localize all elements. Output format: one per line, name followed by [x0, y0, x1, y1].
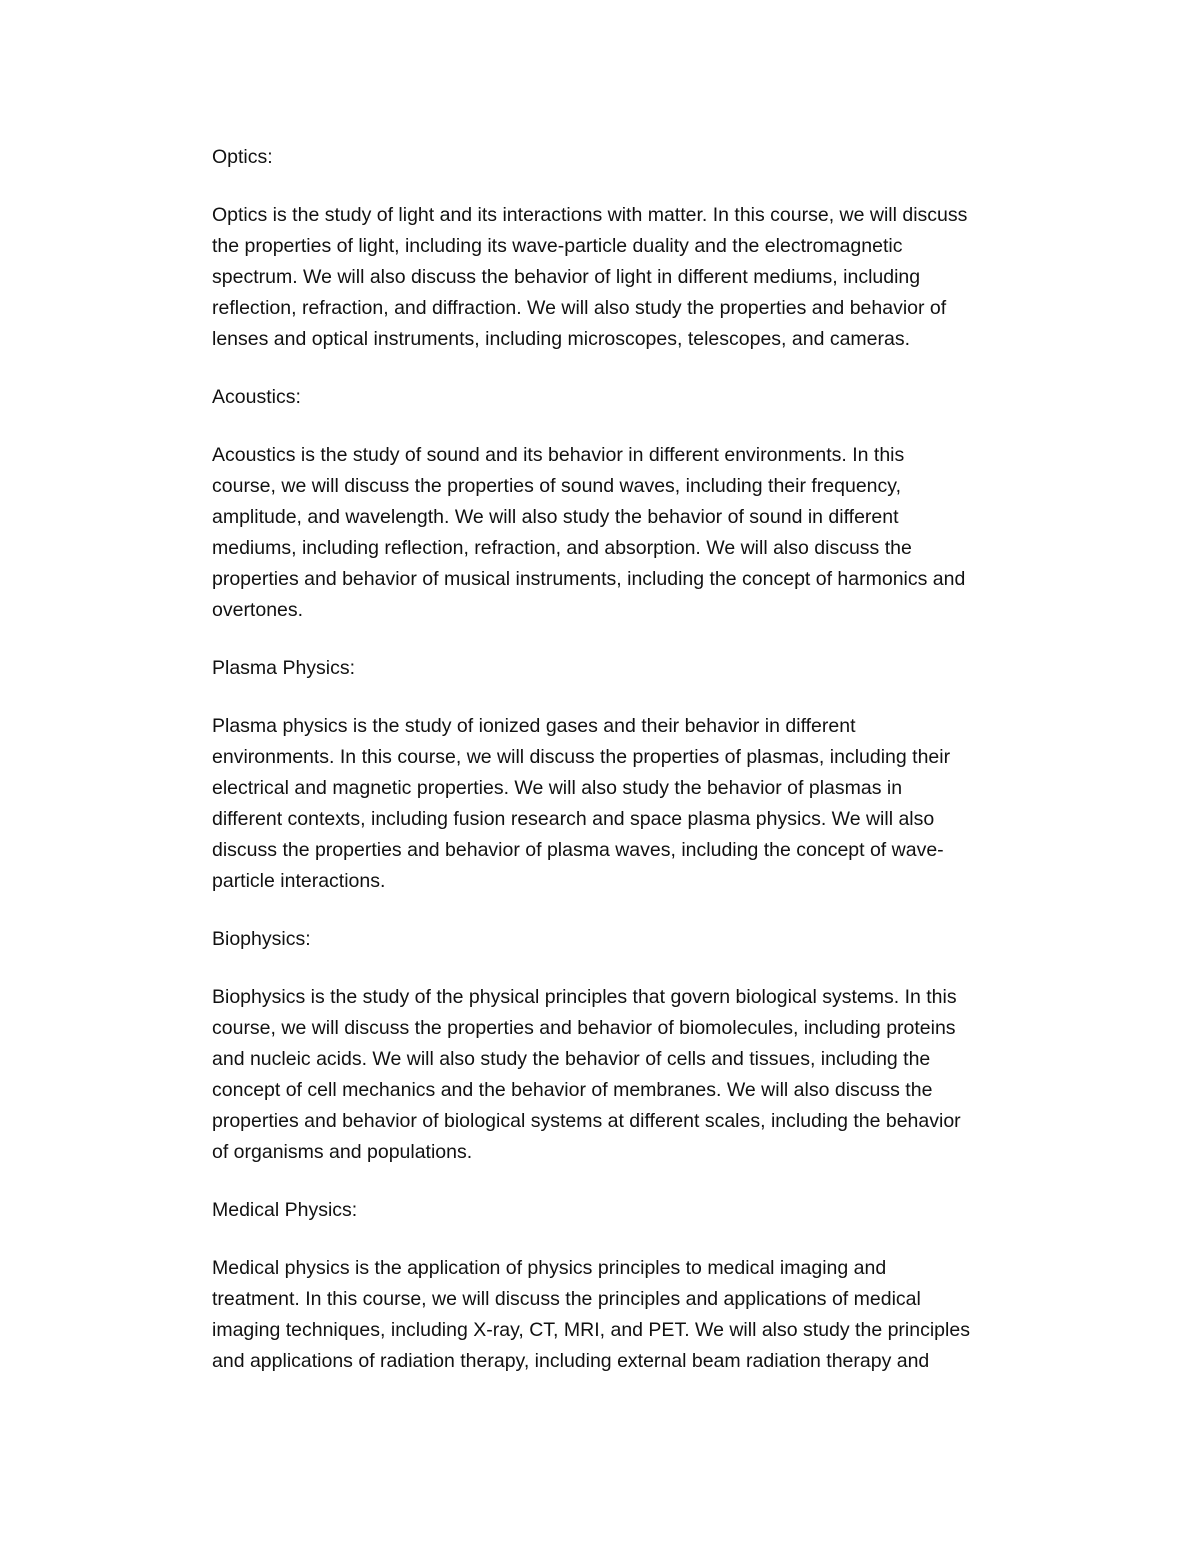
section-paragraph — [212, 200, 1072, 355]
section-paragraph — [212, 440, 1072, 626]
text-line: Acoustics is the study of sound and its behavior in different environments. In this — [212, 444, 905, 466]
section-plasma-physics — [212, 653, 1072, 897]
text-line: and nucleic acids. We will also study the behavior of cells and tissues, including the — [212, 1048, 931, 1070]
section-paragraph — [212, 711, 1072, 897]
section-heading: Plasma Physics: — [212, 657, 356, 679]
text-line: Biophysics is the study of the physical principles that govern biological systems. In this — [212, 986, 957, 1008]
text-line: Medical physics is the application of physics principles to medical imaging and — [212, 1257, 887, 1279]
text-line: discuss the properties and behavior of plasma waves, including the concept of wave- — [212, 839, 944, 861]
text-line: electrical and magnetic properties. We will also study the behavior of plasmas in — [212, 777, 903, 799]
text-line: treatment. In this course, we will discuss the principles and applications of medical — [212, 1288, 921, 1310]
section-paragraph — [212, 982, 1072, 1168]
text-line: and applications of radiation therapy, including external beam radiation therapy and — [212, 1350, 930, 1372]
text-line: of organisms and populations. — [212, 1141, 473, 1163]
section-heading: Acoustics: — [212, 386, 301, 408]
text-line: spectrum. We will also discuss the behavior of light in different mediums, including — [212, 266, 921, 288]
document-body — [212, 142, 1072, 1404]
section-heading: Medical Physics: — [212, 1199, 358, 1221]
text-line: reflection, refraction, and diffraction. We will also study the properties and behavior of — [212, 297, 947, 319]
text-line: the properties of light, including its wave-particle duality and the electromagnetic — [212, 235, 903, 257]
section-medical-physics — [212, 1195, 1072, 1377]
section-heading: Biophysics: — [212, 928, 311, 950]
section-heading: Optics: — [212, 146, 273, 168]
text-line: properties and behavior of musical instruments, including the concept of harmonics and — [212, 568, 966, 590]
text-line: lenses and optical instruments, including microscopes, telescopes, and cameras. — [212, 328, 911, 350]
section-paragraph — [212, 1253, 1072, 1377]
text-line: overtones. — [212, 599, 304, 621]
text-line: Plasma physics is the study of ionized gases and their behavior in different — [212, 715, 856, 737]
section-acoustics — [212, 382, 1072, 626]
text-line: course, we will discuss the properties and behavior of biomolecules, including proteins — [212, 1017, 956, 1039]
text-line: concept of cell mechanics and the behavior of membranes. We will also discuss the — [212, 1079, 933, 1101]
text-line: Optics is the study of light and its interactions with matter. In this course, we will discuss — [212, 204, 968, 226]
text-line: imaging techniques, including X-ray, CT, MRI, and PET. We will also study the principles — [212, 1319, 970, 1341]
text-line: amplitude, and wavelength. We will also study the behavior of sound in different — [212, 506, 899, 528]
text-line: particle interactions. — [212, 870, 386, 892]
text-line: properties and behavior of biological systems at different scales, including the behavior — [212, 1110, 961, 1132]
text-line: mediums, including reflection, refraction, and absorption. We will also discuss the — [212, 537, 912, 559]
section-optics — [212, 142, 1072, 355]
text-line: different contexts, including fusion research and space plasma physics. We will also — [212, 808, 935, 830]
text-line: course, we will discuss the properties of sound waves, including their frequency, — [212, 475, 901, 497]
section-biophysics — [212, 924, 1072, 1168]
text-line: environments. In this course, we will discuss the properties of plasmas, including their — [212, 746, 951, 768]
